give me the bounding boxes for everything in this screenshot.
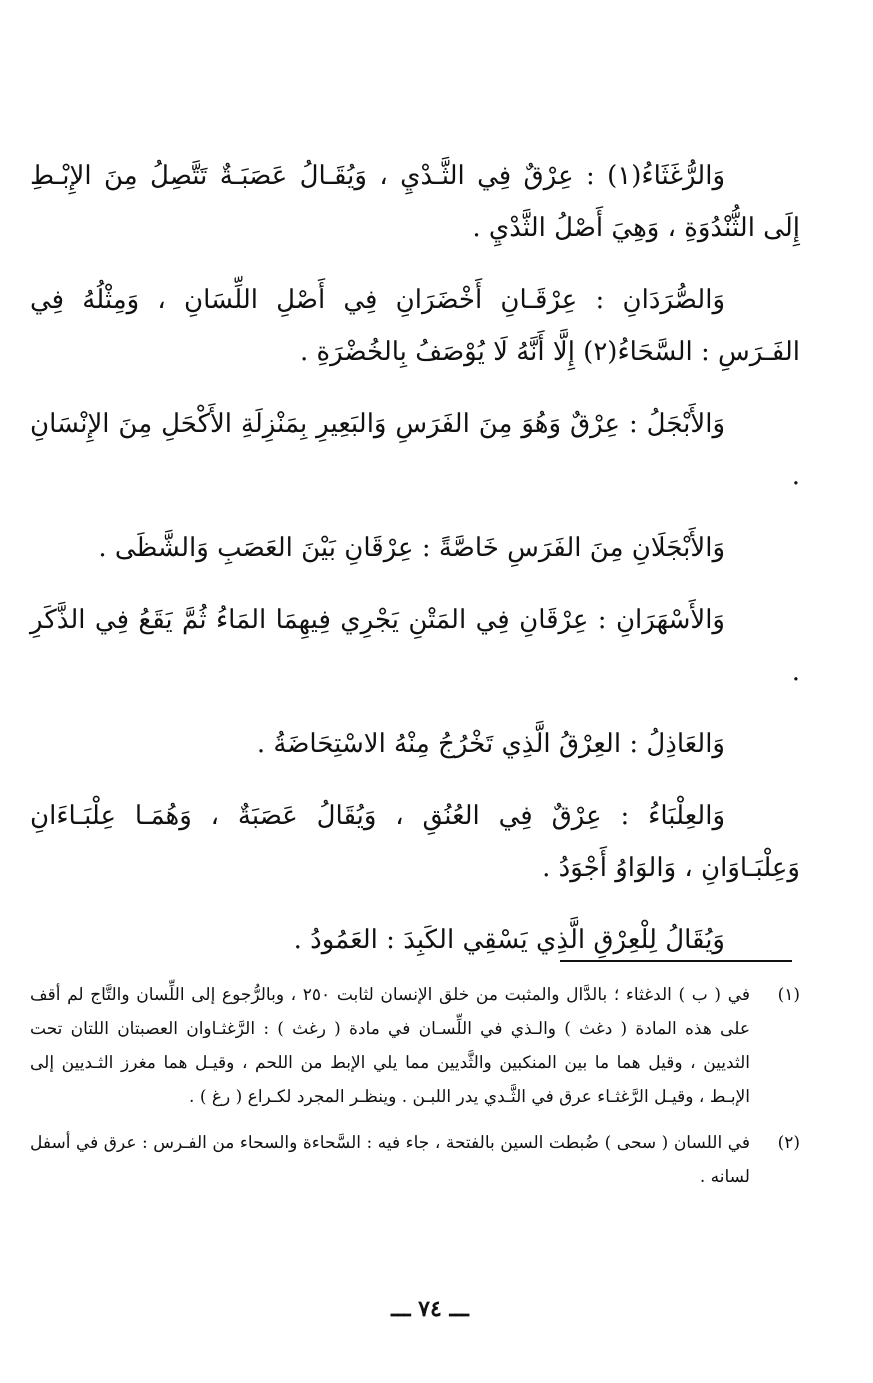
- footnotes: [30, 978, 800, 1206]
- footnote-text: في اللسان ( سحى ) ضُبطت السين بالفتحة ، جاء فيه : السَّحاءة والسحاء من الفـرس : عرق في أسفل لسانه .: [30, 1133, 750, 1187]
- paragraph-4: وَالأَبْجَلَانِ مِنَ الفَرَسِ خَاصَّةً : عِرْقَانِ بَيْنَ العَصَبِ وَالشَّظَى .: [98, 533, 725, 563]
- footnote-2: [30, 1126, 800, 1194]
- footnote-separator: [560, 960, 792, 962]
- main-text: [30, 150, 800, 986]
- paragraph-2: وَالصُّرَدَانِ : عِرْقَـانِ أَخْضَرَانِ فِي أَصْلِ اللِّسَانِ ، وَمِثْلُهُ فِي الفَـرَسِ : السَّحَاءُ(٢) إِلَّا أَنَّهُ لَا يُوْصَفُ بِالخُضْرَةِ .: [30, 285, 800, 367]
- paragraph-6: وَالعَاذِلُ : العِرْقُ الَّذِي تَخْرُجُ مِنْهُ الاسْتِحَاضَةُ .: [256, 729, 725, 759]
- paragraph-3: وَالأَبْجَلُ : عِرْقٌ وَهُوَ مِنَ الفَرَسِ وَالبَعِيرِ بِمَنْزِلَةِ الأَكْحَلِ مِنَ الإِنْسَانِ .: [30, 409, 800, 491]
- footnote-text: في ( ب ) الدغثاء ؛ بالدَّال والمثبت من خلق الإنسان لثابت ٢٥٠ ، وبالرُّجوع إلى اللِّسان والتَّاج لم أقف على هذه المادة ( دغث ) والـذي في اللِّسـان في مادة ( رغث ) : الرَّغثـاوان العصبتان اللتان تحت الثديين ، وقيل هما ما بين المنكبين والثَّديين مما يلي الإبط من اللحم ، وقيـل هما مغرز الثـديين إلى الإبـط ، وقيـل الرَّغثـاء عرق في الثَّـدي يدر اللبـن . وينظـر المجرد لكـراع ( رغ ) .: [30, 985, 750, 1107]
- paragraph-8: وَيُقَالُ لِلْعِرْقِ الَّذِي يَسْقِي الكَبِدَ : العَمُودُ .: [293, 925, 725, 955]
- page-number: ـــ ٧٤ ـــ: [391, 1296, 469, 1322]
- paragraph-5: وَالأَسْهَرَانِ : عِرْقَانِ فِي المَتْنِ يَجْرِي فِيهِمَا المَاءُ ثُمَّ يَقَعُ فِي الذَّكَرِ .: [30, 605, 800, 687]
- paragraph-7: وَالعِلْبَاءُ : عِرْقٌ فِي العُنُقِ ، وَيُقَالُ عَصَبَةٌ ، وَهُمَـا عِلْبَـاءَانِ وَعِلْبَـاوَانِ ، وَالوَاوُ أَجْوَدُ .: [30, 801, 800, 883]
- footnote-1: [30, 978, 800, 1114]
- paragraph-1: وَالرُّغَثَاءُ(١) : عِرْقٌ فِي الثَّـدْيِ ، وَيُقَـالُ عَصَبَـةٌ تَتَّصِلُ مِنَ الإِبْـطِ إِلَى الثُّنْدُوَةِ ، وَهِيَ أَصْلُ الثَّدْيِ .: [30, 161, 800, 243]
- footnote-number: (٢): [777, 1133, 800, 1153]
- footnote-number: (١): [777, 985, 800, 1005]
